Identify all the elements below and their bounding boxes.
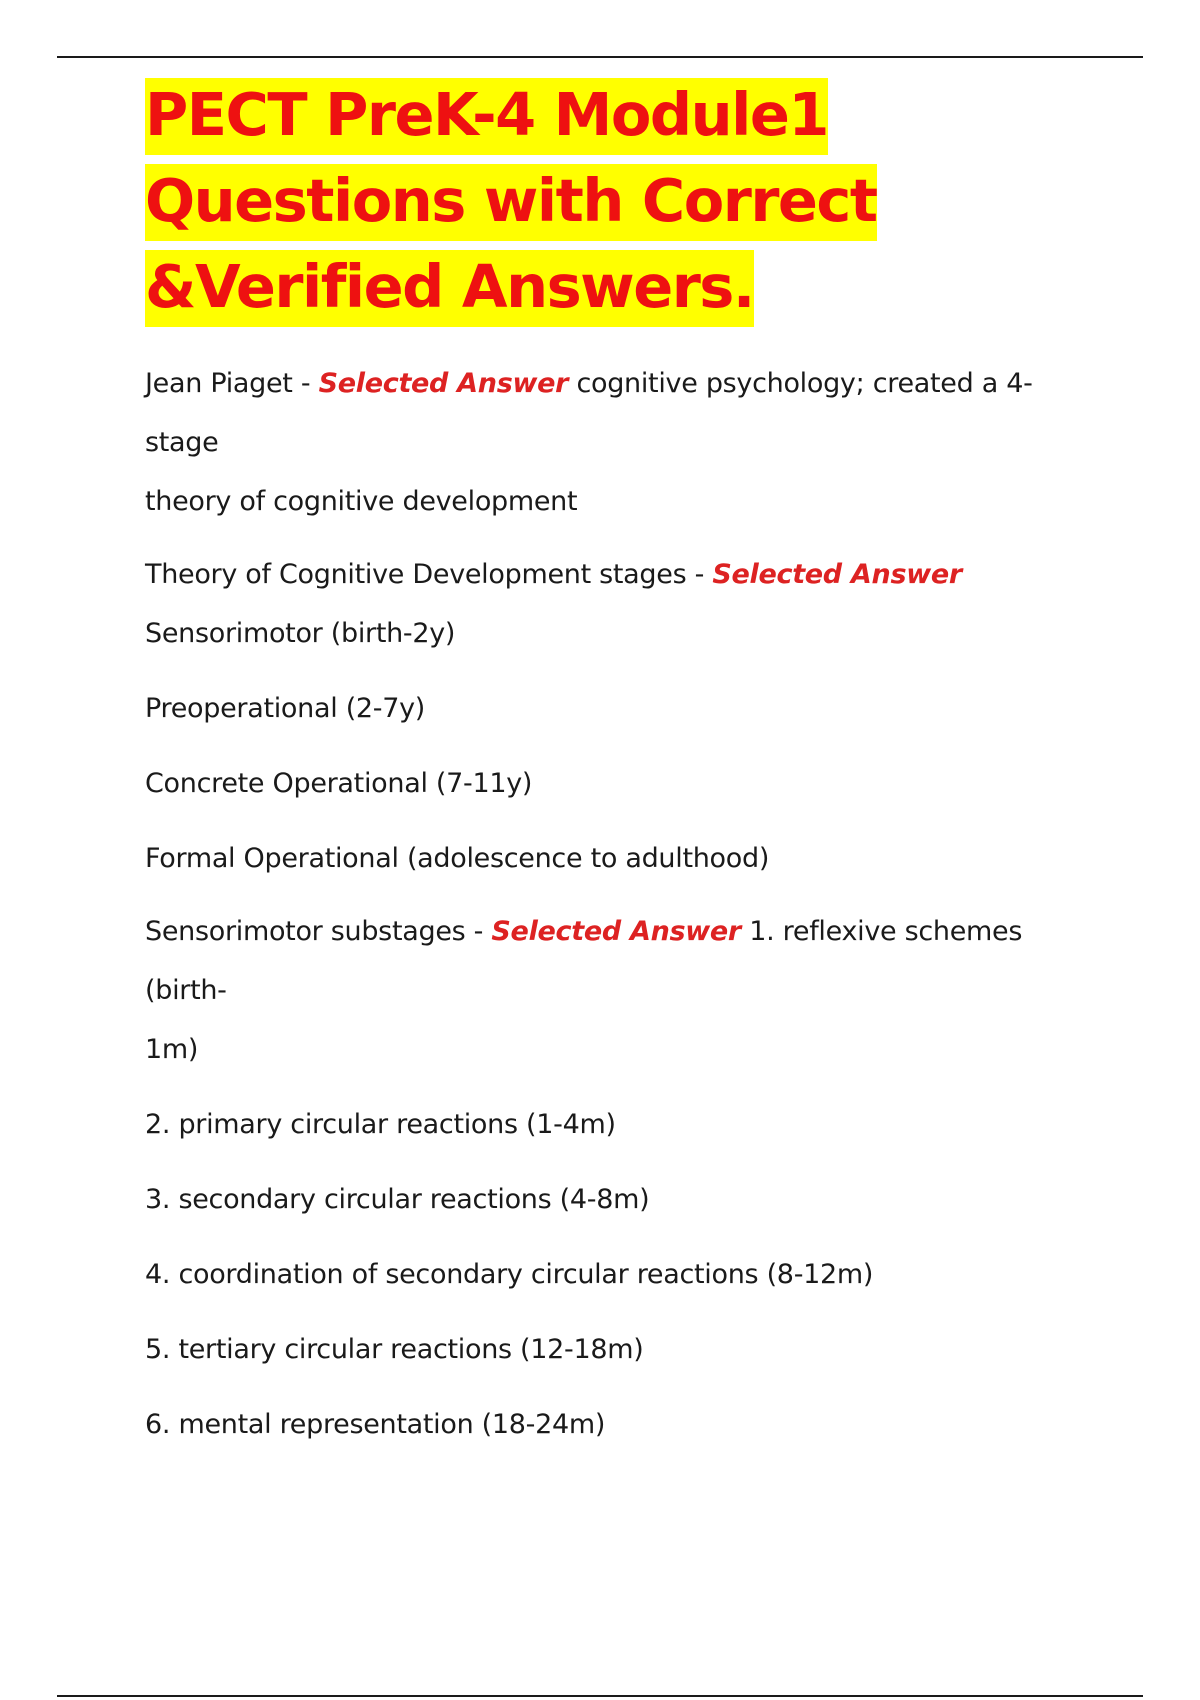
selected-answer-label: Selected Answer — [491, 916, 741, 947]
term: Sensorimotor substages - — [145, 916, 492, 947]
answer-line: 2. primary circular reactions (1-4m) — [145, 1109, 616, 1140]
qa-line — [145, 902, 1085, 1020]
answer-line: Formal Operational (adolescence to adulthood) — [145, 843, 770, 874]
qa-entry-sensorimotor-substages — [145, 902, 1085, 1454]
answer-continuation: 1m) — [145, 1034, 199, 1065]
answer-continuation: theory of cognitive development — [145, 486, 578, 517]
qa-line — [145, 545, 1085, 604]
term: Theory of Cognitive Development stages - — [145, 559, 713, 590]
answer-line: 5. tertiary circular reactions (12-18m) — [145, 1334, 644, 1365]
answer-line: 3. secondary circular reactions (4-8m) — [145, 1184, 650, 1215]
answer-line: 6. mental representation (18-24m) — [145, 1409, 606, 1440]
document-title — [145, 72, 1085, 330]
answer-line: Preoperational (2-7y) — [145, 693, 426, 724]
answer-text: 1. reflexive schemes (birth- — [145, 916, 1023, 1006]
qa-entry-jean-piaget — [145, 354, 1085, 531]
answer-line: Sensorimotor (birth-2y) — [145, 618, 456, 649]
title-line-2: Questions with Correct — [145, 164, 877, 241]
bottom-rule — [57, 1695, 1143, 1697]
answer-line: 4. coordination of secondary circular reactions (8-12m) — [145, 1259, 874, 1290]
title-line-3: &Verified Answers. — [145, 250, 754, 327]
qa-entry-cognitive-stages — [145, 545, 1085, 888]
qa-line — [145, 354, 1085, 472]
answer-text: cognitive psychology; created a 4-stage — [145, 368, 1033, 458]
answer-line: Concrete Operational (7-11y) — [145, 768, 533, 799]
document-body — [145, 72, 1085, 1454]
title-line-1: PECT PreK-4 Module1 — [145, 78, 828, 155]
selected-answer-label: Selected Answer — [318, 368, 569, 399]
term: Jean Piaget - — [145, 368, 319, 399]
selected-answer-label: Selected Answer — [712, 559, 962, 590]
top-rule — [57, 56, 1143, 58]
